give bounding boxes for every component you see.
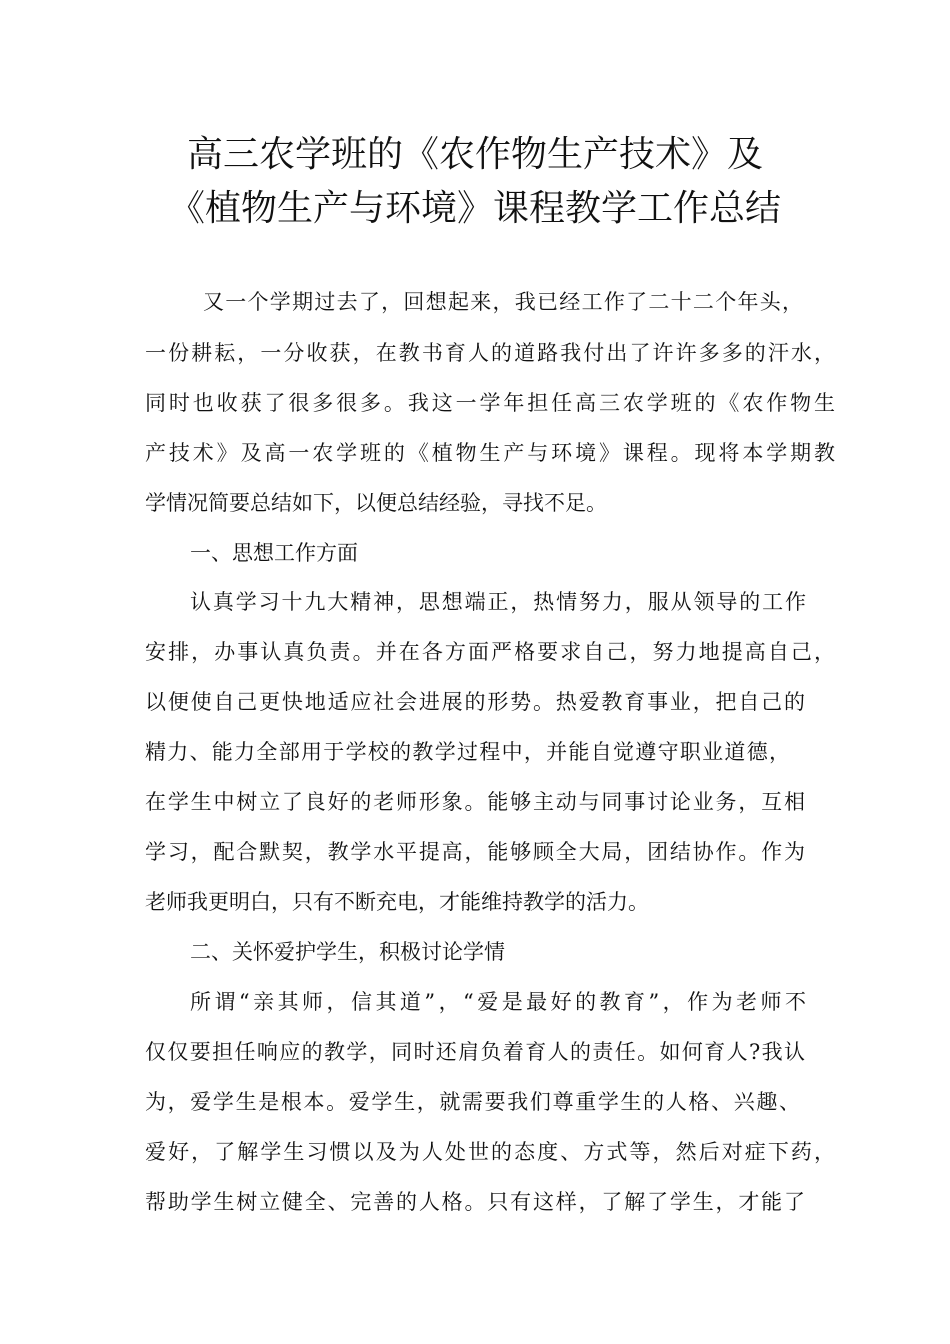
paragraph-3-line-2: 仅仅要担任响应的教学，同时还肩负着育人的责任。如何育人?我认: [145, 1040, 805, 1064]
paragraph-3-line-4: 爱好，了解学生习惯以及为人处世的态度、方式等，然后对症下药，: [145, 1140, 835, 1164]
paragraph-3-line-1: 所谓“亲其师，信其道”，“爱是最好的教育”，作为老师不: [190, 990, 806, 1014]
paragraph-2-line-2: 安排，办事认真负责。并在各方面严格要求自己，努力地提高自己，: [145, 640, 835, 664]
paragraph-1-line-3: 同时也收获了很多很多。我这一学年担任高三农学班的《农作物生: [145, 391, 835, 415]
paragraph-3-line-5: 帮助学生树立健全、完善的人格。只有这样，了解了学生，才能了: [145, 1190, 805, 1214]
paragraph-2-line-5: 在学生中树立了良好的老师形象。能够主动与同事讨论业务，互相: [145, 790, 805, 814]
section-heading-2: 二、关怀爱护学生，积极讨论学情: [190, 940, 505, 964]
paragraph-1-line-5: 学情况简要总结如下，以便总结经验，寻找不足。: [145, 491, 607, 515]
section-heading-1: 一、思想工作方面: [190, 541, 358, 565]
paragraph-2-line-6: 学习，配合默契，教学水平提高，能够顾全大局，团结协作。作为: [145, 840, 805, 864]
paragraph-2-line-7: 老师我更明白，只有不断充电，才能维持教学的活力。: [145, 890, 649, 914]
document-title-line-1: 高三农学班的《农作物生产技术》及: [186, 134, 763, 175]
paragraph-1-line-4: 产技术》及高一农学班的《植物生产与环境》课程。现将本学期教: [145, 441, 835, 465]
document-title-line-2: 《植物生产与环境》课程教学工作总结: [168, 188, 781, 229]
paragraph-2-line-1: 认真学习十九大精神，思想端正，热情努力，服从领导的工作: [190, 590, 806, 614]
paragraph-2-line-3: 以便使自己更快地适应社会进展的形势。热爱教育事业，把自己的: [145, 690, 805, 714]
paragraph-2-line-4: 精力、能力全部用于学校的教学过程中，并能自觉遵守职业道德，: [145, 740, 790, 764]
paragraph-3-line-3: 为，爱学生是根本。爱学生，就需要我们尊重学生的人格、兴趣、: [145, 1090, 800, 1114]
paragraph-1-line-2: 一份耕耘，一分收获，在教书育人的道路我付出了许许多多的汗水，: [145, 341, 835, 365]
paragraph-1-line-1: 又一个学期过去了，回想起来，我已经工作了二十二个年头，: [203, 290, 803, 314]
